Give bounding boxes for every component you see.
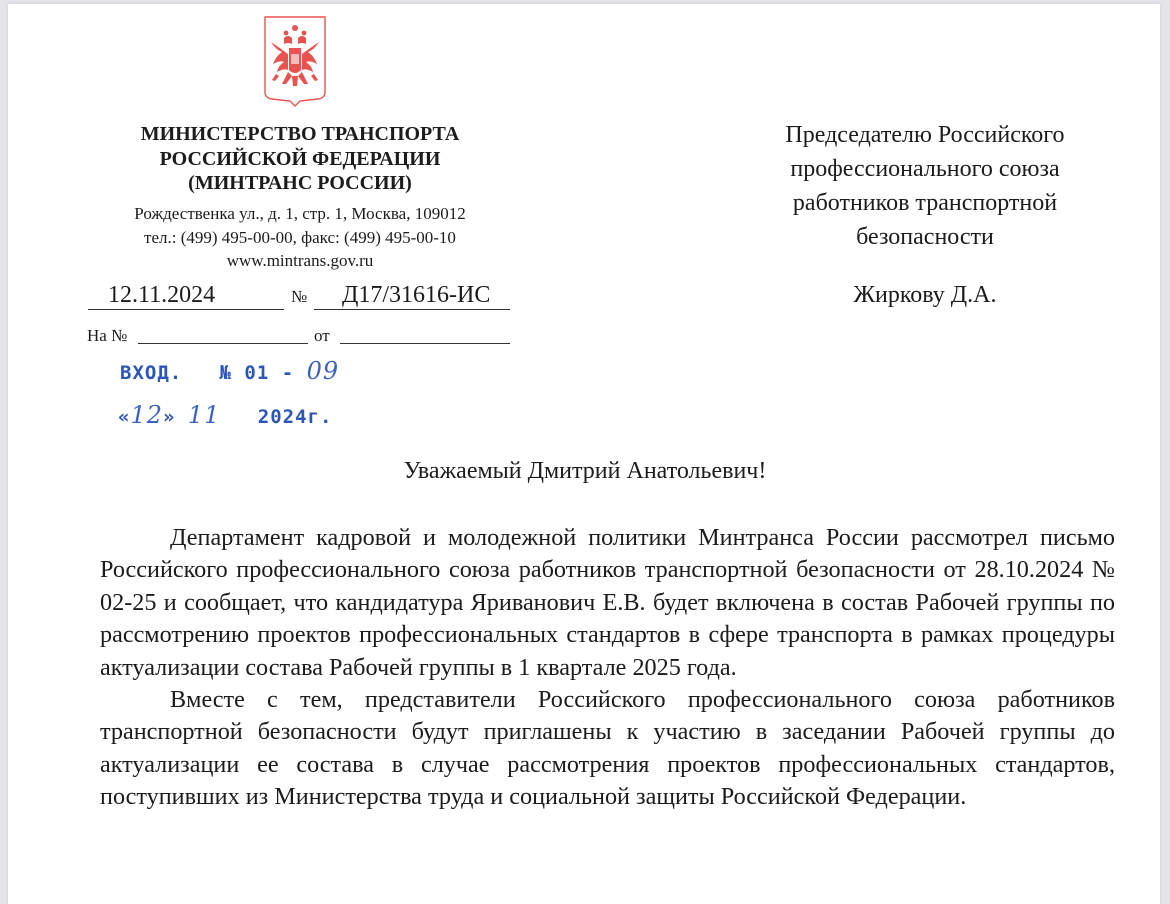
coat-of-arms-icon xyxy=(262,14,328,108)
reply-from-label: от xyxy=(314,326,330,345)
stamp-label: ВХОД. xyxy=(120,362,183,384)
incoming-stamp-line2: «12» 11 2024г. xyxy=(118,401,333,429)
addressee-name: Жиркову Д.А. xyxy=(853,282,997,308)
addressee-line: работников транспортной xyxy=(792,190,1058,216)
number-sign: № xyxy=(291,287,308,306)
ministry-name xyxy=(80,122,520,196)
reply-number-label: На № xyxy=(87,326,128,345)
ministry-line: (МИНТРАНС РОССИИ) xyxy=(188,172,412,194)
addressee-block xyxy=(740,118,1110,254)
letter-body xyxy=(100,522,1115,814)
stamp-month: 11 xyxy=(187,401,221,429)
ministry-website: www.mintrans.gov.ru xyxy=(226,251,374,270)
greeting: Уважаемый Дмитрий Анатольевич! xyxy=(403,458,767,484)
incoming-stamp-line1 xyxy=(120,357,339,385)
stamp-number-handwritten: 09 xyxy=(306,357,340,385)
addressee-line: безопасности xyxy=(856,224,994,250)
ministry-line: МИНИСТЕРСТВО ТРАНСПОРТА xyxy=(140,123,460,145)
ministry-address: Рождественка ул., д. 1, стр. 1, Москва, 109012 xyxy=(134,204,466,223)
ministry-line: РОССИЙСКОЙ ФЕДЕРАЦИИ xyxy=(159,147,441,170)
addressee-line: Председателю Российского xyxy=(785,122,1065,148)
stamp-number-prefix: № 01 - xyxy=(219,362,295,384)
reply-date-blank xyxy=(340,343,510,344)
outgoing-date: 12.11.2024 xyxy=(88,281,284,310)
reply-number-blank xyxy=(138,343,308,344)
ministry-contacts xyxy=(80,202,520,273)
body-paragraph: Вместе с тем, представители Российского профессионального союза работников транспортной безопасности будут приглашены к участию в заседании Рабочей группы до актуализации ее состава в случае рассмотрения проектов профессиональных стандартов, поступивших из Министерства труда и социальной защиты Российской Федерации. xyxy=(100,686,1115,811)
stamp-year: 2024г. xyxy=(257,406,333,428)
ministry-phone: тел.: (499) 495-00-00, факс: (499) 495-00-10 xyxy=(144,227,456,247)
addressee-line: профессионального союза xyxy=(790,156,1060,182)
outgoing-number: Д17/31616-ИС xyxy=(314,281,510,310)
body-paragraph: Департамент кадровой и молодежной политики Минтранса России рассмотрел письмо Российского профессионального союза работников транспортной безопасности от 28.10.2024 № 02-25 и сообщает, что кандидатура Яриванович Е.В. будет включена в состав Рабочей группы по рассмотрению проектов профессиональных стандартов в сфере транспорта в рамках процедуры актуализации состава Рабочей группы в 1 квартале 2025 года. xyxy=(100,524,1115,681)
stamp-day: 12 xyxy=(130,401,163,429)
